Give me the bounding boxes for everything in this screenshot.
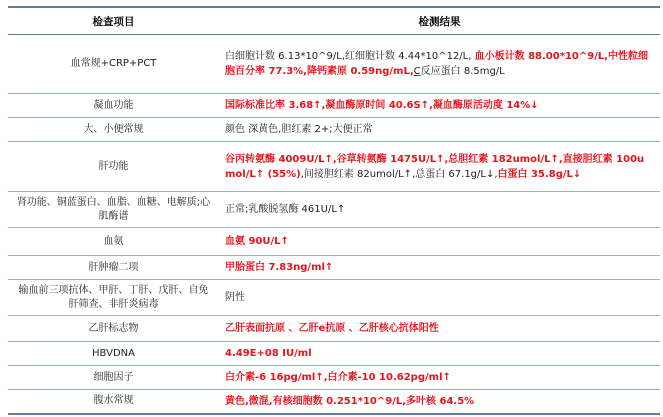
abnormal-result-text: 乙肝表面抗原 、乙肝e抗原 、乙肝核心抗体阳性 xyxy=(225,323,439,334)
table-row xyxy=(8,94,660,118)
abnormal-result-text: 血小板计数 88.00*10^9/L,中性粒细胞百分率 77.3%,降钙素原 0.59ng/mL, xyxy=(225,51,649,77)
result-text: ,间接胆红素 82umol/L↑,总蛋白 67.1g/L↓, xyxy=(300,168,498,180)
test-result-cell xyxy=(219,280,660,316)
table-body xyxy=(8,35,660,414)
abnormal-result-text: 白介素-6 16pg/ml↑,白介素-10 10.62pg/ml↑ xyxy=(225,372,451,383)
test-result-cell xyxy=(219,142,660,192)
table-row xyxy=(8,316,660,342)
abnormal-result-text: 4.49E+08 IU/ml xyxy=(225,348,312,359)
test-result-cell xyxy=(219,192,660,228)
test-item-cell: 肾功能、铜蓝蛋白、血脂、血糖、电解质;心肌酶谱 xyxy=(8,192,219,228)
test-item-cell: 肝功能 xyxy=(8,142,219,192)
abnormal-result-text: 谷丙转氨酶 4009U/L↑,谷草转氨酶 1475U/L↑,总胆红素 182umol/L↑,直接胆红素 100umol/L↑ (55%) xyxy=(225,153,645,180)
test-item-cell: HBVDNA xyxy=(8,342,219,366)
table-row xyxy=(8,142,660,192)
table-row xyxy=(8,280,660,316)
test-item-cell: 血常规+CRP+PCT xyxy=(8,35,219,94)
test-item-cell: 乙肝标志物 xyxy=(8,316,219,342)
test-result-cell xyxy=(219,118,660,142)
test-result-cell xyxy=(219,94,660,118)
result-text: 颜色 深黄色,胆红素 2+;大便正常 xyxy=(225,124,373,135)
test-result-cell xyxy=(219,316,660,342)
table-row xyxy=(8,118,660,142)
test-item-cell: 腹水常规 xyxy=(8,390,219,414)
test-item-cell: 血氨 xyxy=(8,228,219,256)
abnormal-result-text: 国际标准比率 3.68↑,凝血酶原时间 40.6S↑,凝血酶原活动度 14%↓ xyxy=(225,100,539,111)
abnormal-result-text: 血氨 90U/L↑ xyxy=(225,236,289,247)
header-result: 检测结果 xyxy=(219,7,660,35)
result-text: 反应蛋白 8.5mg/L xyxy=(420,66,505,77)
table-row xyxy=(8,390,660,414)
abnormal-result-text: 白蛋白 35.8g/L↓ xyxy=(497,168,582,180)
header-row xyxy=(8,7,660,35)
table-row xyxy=(8,192,660,228)
test-item-cell: 输血前三项抗体、甲肝、丁肝、戊肝、自免肝筛查、非肝炎病毒 xyxy=(8,280,219,316)
result-text: 阴性 xyxy=(225,292,245,303)
table-row xyxy=(8,366,660,390)
table-row xyxy=(8,342,660,366)
test-item-cell: 凝血功能 xyxy=(8,94,219,118)
test-result-cell xyxy=(219,366,660,390)
test-result-cell xyxy=(219,390,660,414)
header-item: 检查项目 xyxy=(8,7,219,35)
table-row xyxy=(8,228,660,256)
abnormal-result-text: 甲胎蛋白 7.83ng/ml↑ xyxy=(225,262,334,273)
result-text: C xyxy=(413,66,421,77)
test-result-cell xyxy=(219,256,660,280)
test-item-cell: 肝肿瘤二项 xyxy=(8,256,219,280)
result-text: 正常;乳酸脱氢酶 461U/L↑ xyxy=(225,204,346,215)
result-text: 白细胞计数 6.13*10^9/L,红细胞计数 4.44*10^12/L, xyxy=(225,51,475,62)
table-row xyxy=(8,35,660,94)
test-result-cell xyxy=(219,228,660,256)
table-row xyxy=(8,256,660,280)
test-item-cell: 细胞因子 xyxy=(8,366,219,390)
test-result-cell xyxy=(219,35,660,94)
test-result-cell xyxy=(219,342,660,366)
test-item-cell: 大、小便常规 xyxy=(8,118,219,142)
abnormal-result-text: 黄色,微混,有核细胞数 0.251*10^9/L,多叶核 64.5% xyxy=(225,395,475,407)
lab-results-table xyxy=(8,6,660,415)
